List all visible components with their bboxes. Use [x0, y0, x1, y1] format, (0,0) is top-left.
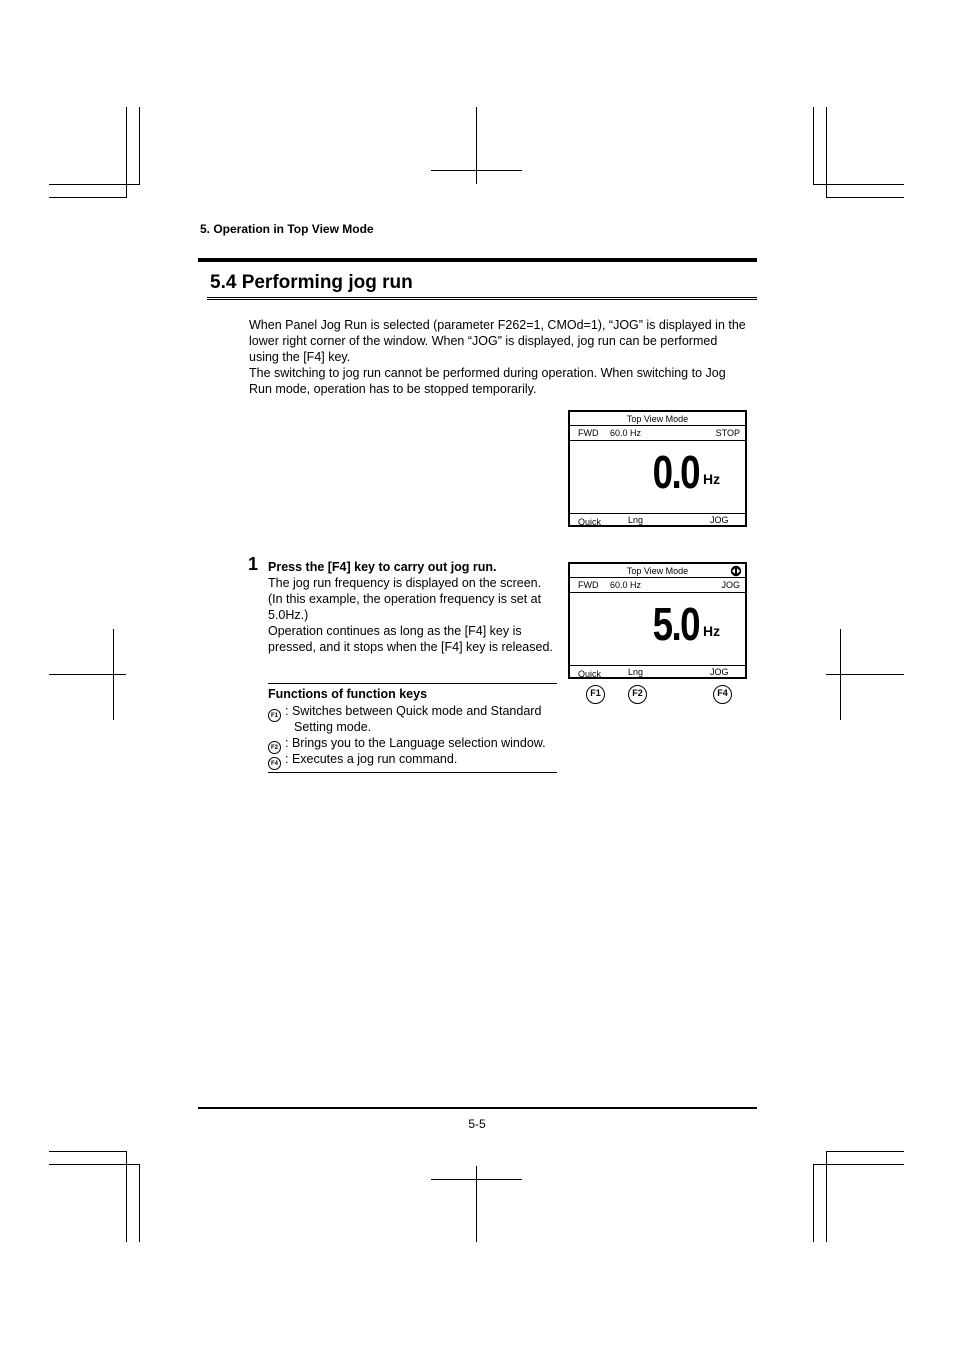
- panel-display-stop: [568, 410, 747, 527]
- f4-key-icon: F4: [268, 757, 281, 770]
- display-frequency-value: 5.0: [652, 598, 699, 650]
- display-direction: FWD: [578, 428, 599, 438]
- display-mode-title: Top View Mode: [626, 414, 689, 424]
- display-f1-label: Quick: [578, 517, 602, 527]
- display-f1-label: Quick: [578, 669, 602, 679]
- display-separator: [570, 425, 745, 426]
- display-separator: [570, 513, 745, 514]
- f4-key-button[interactable]: F4: [713, 685, 732, 704]
- step-number: 1: [248, 554, 259, 574]
- f2-key-icon: F2: [268, 741, 281, 754]
- f4-description: : Executes a jog run command.: [285, 752, 458, 766]
- step-heading: Press the [F4] key to carry out jog run.: [268, 560, 497, 574]
- header-rule: [198, 258, 757, 262]
- intro-text: [249, 317, 749, 397]
- display-f4-label: JOG: [710, 515, 729, 525]
- display-unit: Hz: [703, 623, 721, 639]
- f1-description: : Switches between Quick mode and Standard: [285, 704, 542, 718]
- display-f2-label: Lng: [628, 515, 644, 525]
- title-rule: [207, 297, 757, 300]
- display-separator: [570, 440, 745, 441]
- function-key-row-f4: [268, 751, 563, 770]
- f2-description: : Brings you to the Language selection window.: [285, 736, 546, 750]
- display-f2-label: Lng: [628, 667, 644, 677]
- step-body: [268, 559, 558, 655]
- display-f4-label: JOG: [710, 667, 729, 677]
- page-number: 5-5: [468, 1117, 486, 1131]
- display-status: JOG: [721, 580, 740, 590]
- display-set-frequency: 60.0 Hz: [610, 580, 642, 590]
- display-separator: [570, 577, 745, 578]
- f1-key-button[interactable]: F1: [586, 685, 605, 704]
- running-head: 5. Operation in Top View Mode: [200, 222, 374, 236]
- display-direction: FWD: [578, 580, 599, 590]
- f1-key-icon: F1: [268, 709, 281, 722]
- jog-arrows-icon: [730, 565, 742, 577]
- function-keys-title: Functions of function keys: [268, 687, 428, 701]
- display-separator: [570, 665, 745, 666]
- footer-rule: [198, 1107, 757, 1109]
- step-text-2: Operation continues as long as the [F4] key is pressed, and it stops when the [F4] key is released.: [268, 624, 553, 654]
- display-status: STOP: [715, 428, 740, 438]
- step-text-1: The jog run frequency is displayed on the screen. (In this example, the operation frequency is set at 5.0Hz.): [268, 576, 542, 622]
- intro-paragraph-2: The switching to jog run cannot be performed during operation. When switching to Jog Run mode, operation has to be stopped temporarily.: [249, 366, 726, 396]
- section-title: 5.4 Performing jog run: [210, 272, 413, 293]
- intro-paragraph-1: When Panel Jog Run is selected (parameter F262=1, CMOd=1), “JOG” is displayed in the lower right corner of the window. When “JOG” is displayed, jog run can be performed using the [F4] key.: [249, 318, 746, 364]
- f1-description-cont: Setting mode.: [294, 720, 372, 734]
- display-separator: [570, 592, 745, 593]
- display-unit: Hz: [703, 471, 721, 487]
- function-key-row-f1-cont: [294, 719, 589, 735]
- panel-display-jog: [568, 562, 747, 679]
- display-frequency-value: 0.0: [652, 446, 699, 498]
- display-mode-title: Top View Mode: [626, 566, 689, 576]
- f2-key-button[interactable]: F2: [628, 685, 647, 704]
- display-set-frequency: 60.0 Hz: [610, 428, 642, 438]
